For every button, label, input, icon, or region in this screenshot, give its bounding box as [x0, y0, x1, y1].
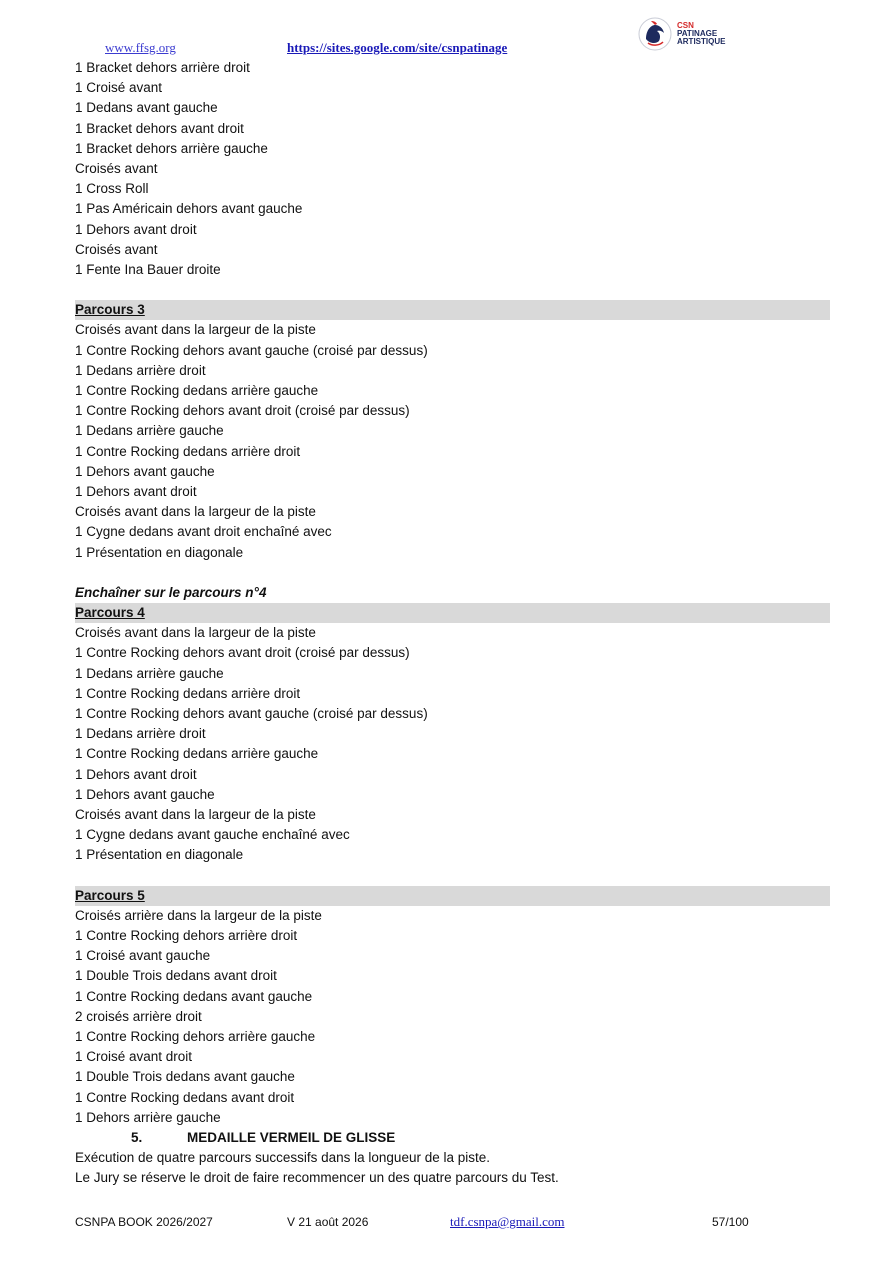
list-item: Croisés avant dans la largeur de la piste	[75, 806, 316, 822]
logo-csn: CSN	[677, 21, 694, 30]
csn-site-link[interactable]: https://sites.google.com/site/csnpatinage	[287, 40, 508, 55]
list-item: 1 Bracket dehors arrière gauche	[75, 140, 268, 156]
list-item: 1 Présentation en diagonale	[75, 544, 244, 560]
list-item: 1 Pas Américain dehors avant gauche	[75, 201, 303, 217]
list-item: 1 Contre Rocking dehors arrière gauche	[75, 1029, 316, 1044]
section-title: Parcours 4	[75, 605, 145, 621]
list-item: 1 Bracket dehors avant droit	[75, 120, 244, 136]
medal-title: MEDAILLE VERMEIL DE GLISSE	[187, 1129, 396, 1145]
list-item: 1 Contre Rocking dedans arrière droit	[75, 685, 301, 701]
list-item: 1 Croisé avant gauche	[75, 948, 211, 964]
list-item: 1 Bracket dehors arrière droit	[75, 60, 250, 75]
list-item: 1 Cygne dedans avant gauche enchaîné avec	[75, 827, 350, 843]
list-item: 1 Dedans avant gauche	[75, 100, 218, 116]
list-item: 1 Contre Rocking dehors avant droit (croisé par dessus)	[75, 645, 410, 661]
list-item: 1 Croisé avant droit	[75, 1049, 193, 1065]
section-heading-parcours-5	[75, 886, 830, 906]
list-item: 1 Contre Rocking dedans arrière gauche	[75, 746, 319, 762]
ffsg-link[interactable]: www.ffsg.org	[105, 40, 176, 55]
list-item: 1 Contre Rocking dedans avant droit	[75, 1089, 295, 1105]
list-item: 1 Double Trois dedans avant droit	[75, 968, 277, 984]
list-item: Croisés avant dans la largeur de la piste	[75, 625, 316, 641]
section-title: Parcours 5	[75, 887, 145, 903]
list-item: Croisés avant dans la largeur de la piste	[75, 504, 316, 520]
list-item: 1 Double Trois dedans avant gauche	[75, 1069, 295, 1085]
list-item: 1 Contre Rocking dedans arrière gauche	[75, 383, 319, 398]
list-item: Croisés avant dans la largeur de la piste	[75, 322, 316, 338]
logo-artistique: ARTISTIQUE	[677, 37, 726, 46]
footer-book: CSNPA BOOK 2026/2027	[75, 1215, 213, 1229]
list-item: 1 Dedans arrière gauche	[75, 423, 224, 439]
list-item: 1 Cross Roll	[75, 181, 149, 197]
list-item: 1 Dehors avant gauche	[75, 786, 215, 802]
list-item: 1 Cygne dedans avant droit enchaîné avec	[75, 524, 332, 540]
list-item: Croisés avant	[75, 241, 158, 257]
footer-email-link[interactable]: tdf.csnpa@gmail.com	[450, 1214, 565, 1229]
paragraph-line: Le Jury se réserve le droit de faire recommencer un des quatre parcours du Test.	[75, 1170, 559, 1186]
enchainer-note: Enchaîner sur le parcours n°4	[75, 584, 267, 600]
list-item: 1 Contre Rocking dedans arrière droit	[75, 443, 301, 459]
footer-version: V 21 août 2026	[287, 1215, 369, 1229]
list-item: 1 Dehors avant droit	[75, 483, 197, 499]
list-item: 1 Contre Rocking dehors avant droit (croisé par dessus)	[75, 403, 410, 419]
spacer	[75, 280, 830, 300]
spacer	[75, 563, 830, 583]
list-item: 1 Dedans arrière droit	[75, 726, 206, 742]
list-item: 1 Contre Rocking dehors avant gauche (croisé par dessus)	[75, 706, 428, 721]
list-item: 1 Fente Ina Bauer droite	[75, 261, 221, 277]
medal-heading	[75, 1128, 830, 1148]
list-item: 1 Dedans arrière droit	[75, 362, 206, 378]
document-body	[75, 58, 830, 1189]
list-item: 1 Contre Rocking dedans avant gauche	[75, 988, 313, 1004]
csn-logo	[638, 17, 748, 57]
list-item: 1 Dehors arrière gauche	[75, 1109, 221, 1125]
list-item: 1 Dehors avant gauche	[75, 463, 215, 479]
medal-number: 5.	[131, 1129, 143, 1145]
list-item: 1 Contre Rocking dehors avant gauche (croisé par dessus)	[75, 342, 428, 358]
logo-text	[677, 22, 725, 46]
logo-patinage: PATINAGE	[677, 29, 718, 38]
list-item: 2 croisés arrière droit	[75, 1008, 202, 1024]
list-item: 1 Croisé avant	[75, 80, 163, 96]
list-item: Croisés avant	[75, 160, 158, 176]
list-item: 1 Contre Rocking dehors arrière droit	[75, 928, 298, 944]
paragraph-line: Exécution de quatre parcours successifs dans la longueur de la piste.	[75, 1150, 490, 1166]
spacer	[75, 866, 830, 886]
section-title: Parcours 3	[75, 302, 145, 318]
section-heading-parcours-3	[75, 300, 830, 320]
list-item: Croisés arrière dans la largeur de la piste	[75, 907, 322, 923]
list-item: 1 Présentation en diagonale	[75, 847, 244, 863]
rooster-emblem-icon	[638, 17, 672, 51]
list-item: 1 Dehors avant droit	[75, 766, 197, 782]
list-item: 1 Dedans arrière gauche	[75, 665, 224, 681]
list-item: 1 Dehors avant droit	[75, 221, 197, 237]
section-heading-parcours-4	[75, 603, 830, 623]
footer-page-number: 57/100	[712, 1215, 749, 1229]
